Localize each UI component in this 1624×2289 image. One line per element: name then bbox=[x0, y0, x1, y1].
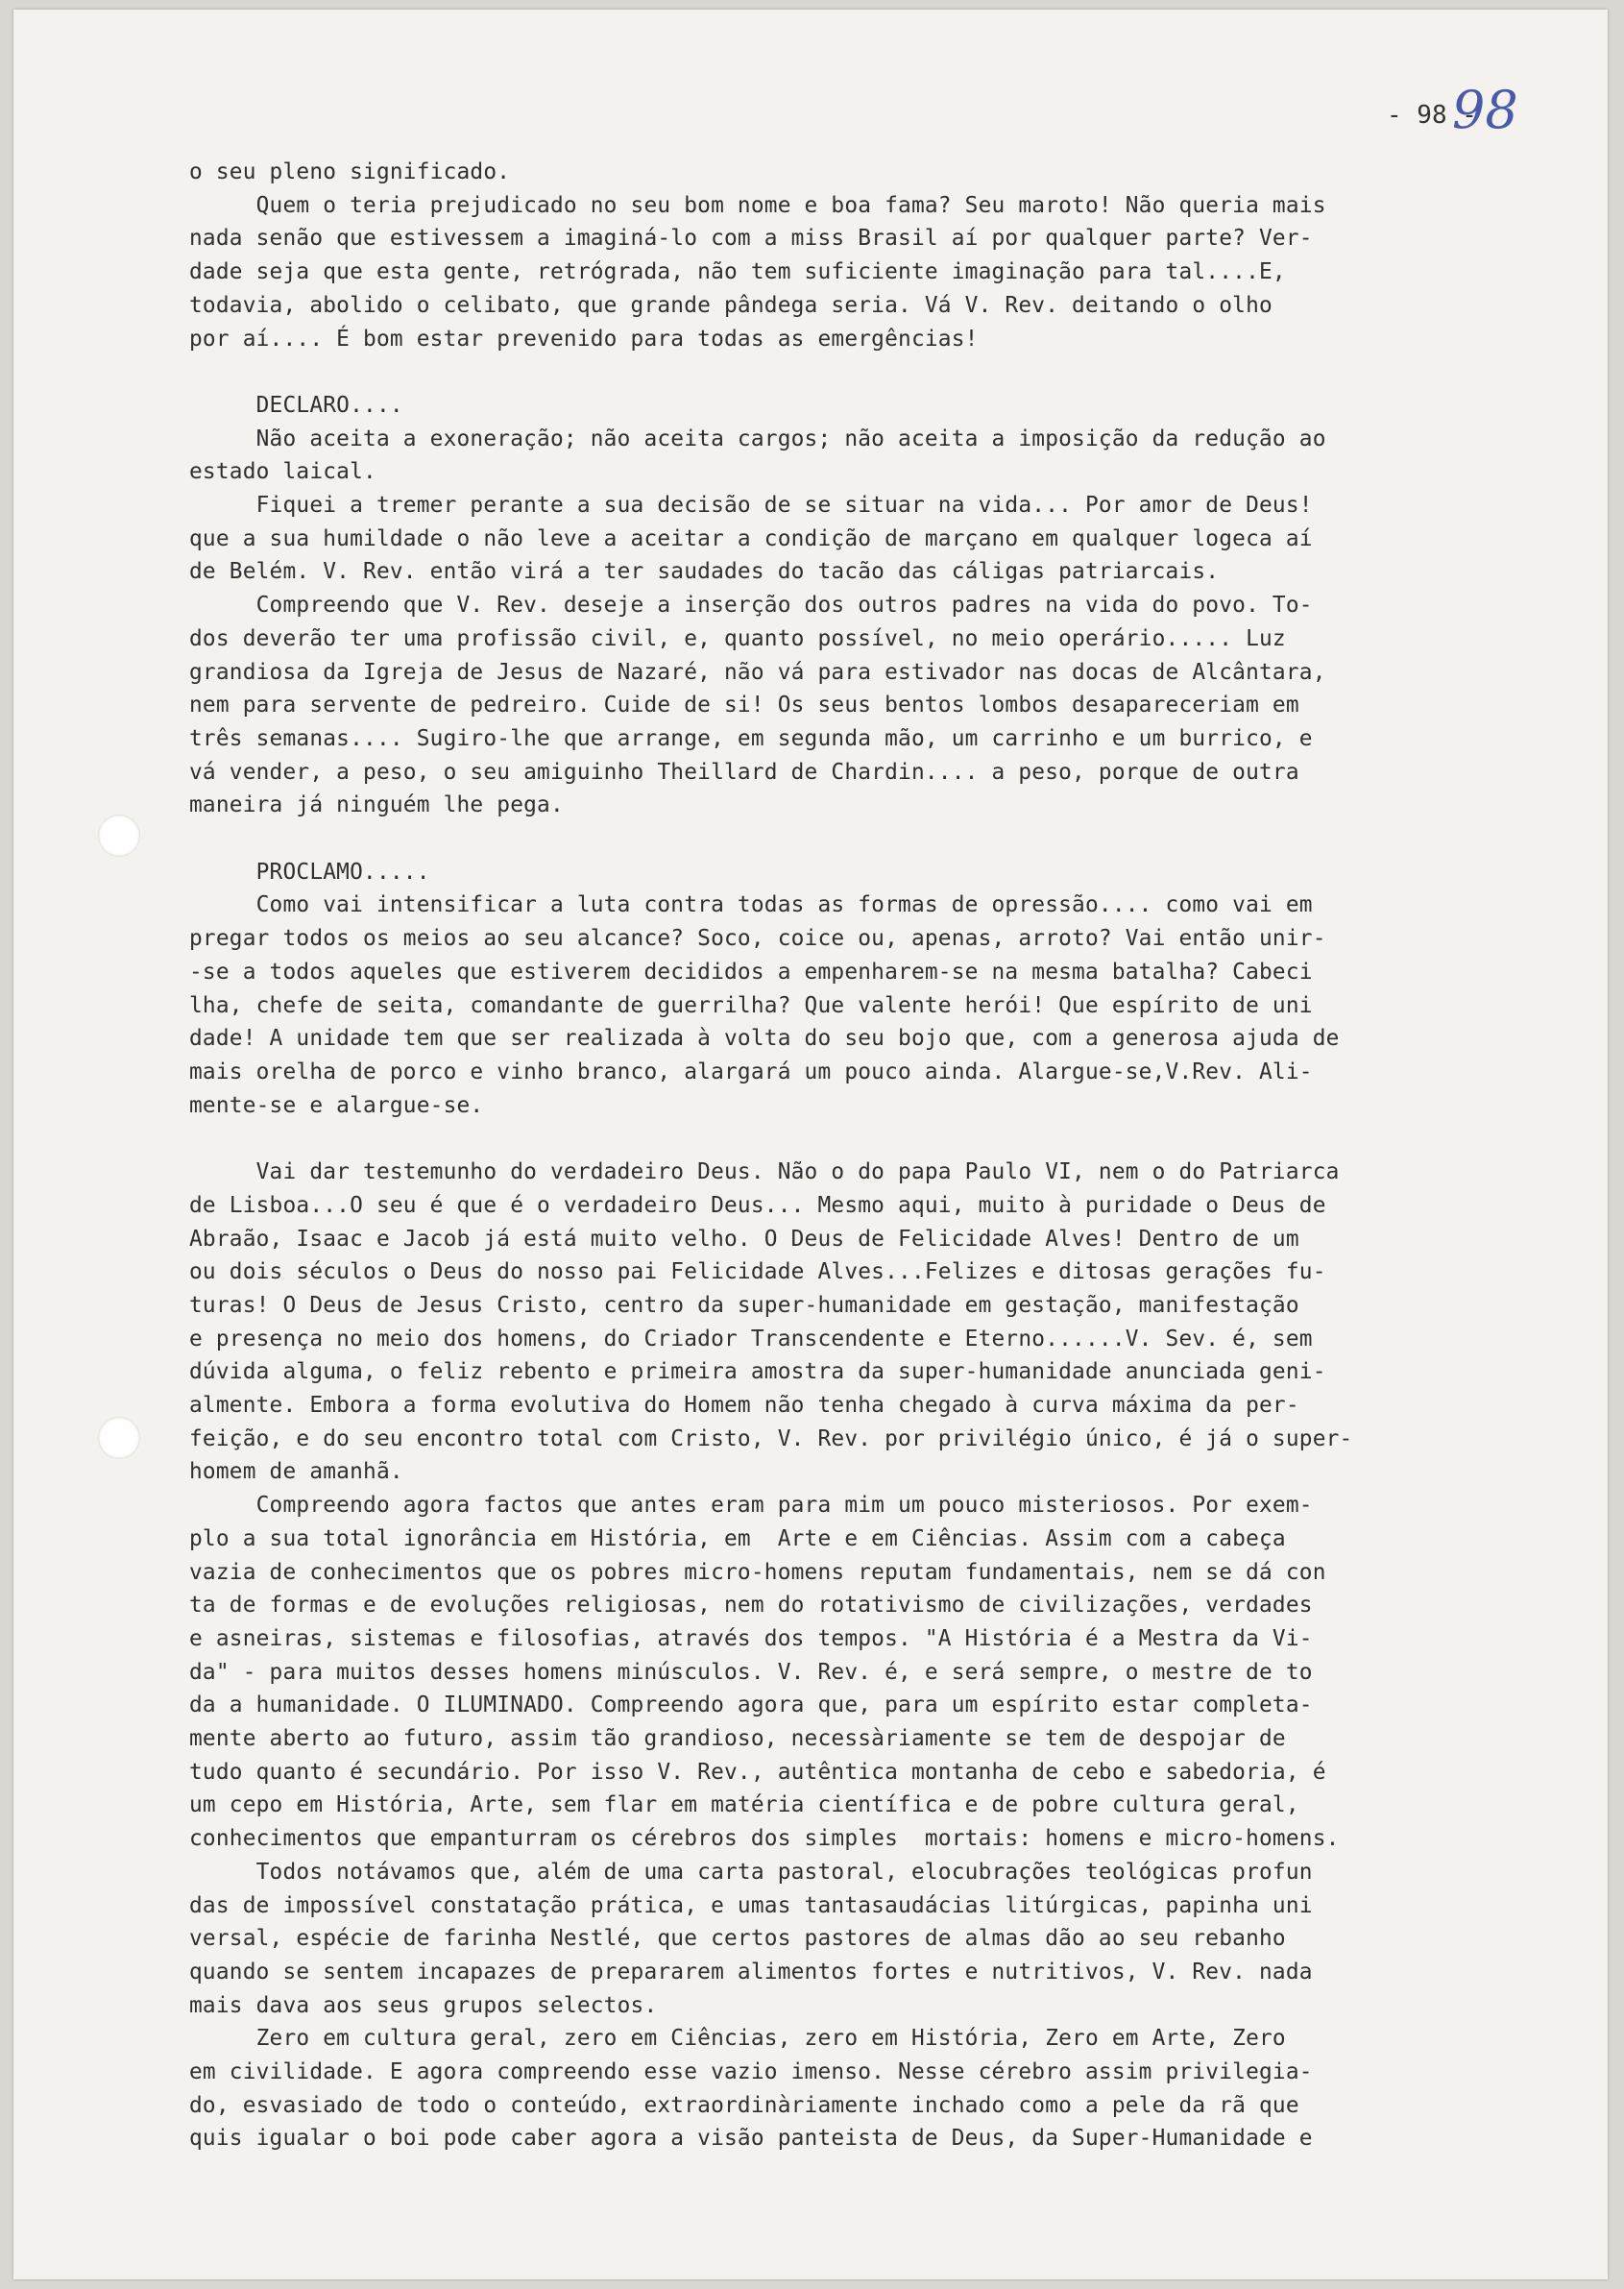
text-line: um cepo em História, Arte, sem flar em matéria científica e de pobre cultura geral, bbox=[189, 1792, 1299, 1818]
text-line: dade seja que esta gente, retrógrada, não tem suficiente imaginação para tal....E, bbox=[189, 259, 1286, 285]
page-number-typed: - 98 - bbox=[1387, 101, 1477, 130]
text-line: três semanas.... Sugiro-lhe que arrange, em segunda mão, um carrinho e um burrico, e bbox=[189, 725, 1313, 751]
text-line: plo a sua total ignorância em História, em Arte e em Ciências. Assim com a cabeça bbox=[189, 1525, 1286, 1551]
text-line: Como vai intensificar a luta contra todas as formas de opressão.... como vai em bbox=[189, 892, 1313, 918]
text-line: de Lisboa...O seu é que é o verdadeiro Deus... Mesmo aqui, muito à puridade o Deus de bbox=[189, 1192, 1326, 1218]
text-line: -se a todos aqueles que estiverem decididos a empenharem-se na mesma batalha? Cabeci bbox=[189, 959, 1313, 985]
text-line: mente-se e alargue-se. bbox=[189, 1092, 484, 1118]
text-line: mais orelha de porco e vinho branco, alargará um pouco ainda. Alargue-se,V.Rev. Ali- bbox=[189, 1059, 1313, 1084]
text-line: todavia, abolido o celibato, que grande pândega seria. Vá V. Rev. deitando o olho bbox=[189, 292, 1273, 318]
text-line: e asneiras, sistemas e filosofias, através dos tempos. "A História é a Mestra da Vi- bbox=[189, 1625, 1313, 1651]
text-line: das de impossível constatação prática, e umas tantasaudácias litúrgicas, papinha uni bbox=[189, 1892, 1313, 1918]
text-line: PROCLAMO..... bbox=[189, 859, 430, 885]
text-line: Compreendo agora factos que antes eram para mim um pouco misteriosos. Por exem- bbox=[189, 1493, 1313, 1519]
text-line: e presença no meio dos homens, do Criador Transcendente e Eterno......V. Sev. é, sem bbox=[189, 1326, 1313, 1351]
text-line: mente aberto ao futuro, assim tão grandioso, necessàriamente se tem de despojar de bbox=[189, 1726, 1286, 1752]
text-line: por aí.... É bom estar prevenido para todas as emergências! bbox=[189, 326, 979, 352]
text-line: feição, e do seu encontro total com Cristo, V. Rev. por privilégio único, é já o super- bbox=[189, 1425, 1353, 1451]
text-line: dade! A unidade tem que ser realizada à volta do seu bojo que, com a generosa ajuda de bbox=[189, 1026, 1340, 1052]
text-line: estado laical. bbox=[189, 459, 376, 485]
text-line: ta de formas e de evoluções religiosas, nem do rotativismo de civilizações, verdades bbox=[189, 1593, 1313, 1619]
text-line: almente. Embora a forma evolutiva do Homem não tenha chegado à curva máxima da per- bbox=[189, 1393, 1299, 1419]
text-line: da" - para muitos desses homens minúsculos. V. Rev. é, e será sempre, o mestre de to bbox=[189, 1659, 1313, 1685]
text-line: quando se sentem incapazes de prepararem alimentos fortes e nutritivos, V. Rev. nada bbox=[189, 1959, 1313, 1985]
text-line: Abraão, Isaac e Jacob já está muito velho. O Deus de Felicidade Alves! Dentro de um bbox=[189, 1226, 1299, 1252]
punch-hole bbox=[98, 1417, 140, 1459]
text-line: Vai dar testemunho do verdadeiro Deus. Não o do papa Paulo VI, nem o do Patriarca bbox=[189, 1159, 1340, 1185]
text-line: lha, chefe de seita, comandante de guerrilha? Que valente herói! Que espírito de uni bbox=[189, 992, 1313, 1018]
text-line: em civilidade. E agora compreendo esse vazio imenso. Nesse cérebro assim privilegia- bbox=[189, 2059, 1313, 2085]
text-line: dúvida alguma, o feliz rebento e primeira amostra da super-humanidade anunciada geni- bbox=[189, 1359, 1326, 1385]
text-line: mais dava aos seus grupos selectos. bbox=[189, 1992, 658, 2018]
text-line: tudo quanto é secundário. Por isso V. Rev., autêntica montanha de cebo e sabedoria, é bbox=[189, 1759, 1326, 1785]
text-line bbox=[189, 355, 1500, 389]
page-number bbox=[1387, 80, 1518, 140]
text-line: Todos notávamos que, além de uma carta pastoral, elocubrações teológicas profun bbox=[189, 1859, 1313, 1885]
typed-body-text bbox=[189, 156, 1500, 2155]
text-line: que a sua humildade o não leve a aceitar a condição de marçano em qualquer logeca aí bbox=[189, 525, 1313, 551]
text-line: vá vender, a peso, o seu amiguinho Theillard de Chardin.... a peso, porque de outra bbox=[189, 759, 1299, 785]
text-line: Zero em cultura geral, zero em Ciências, zero em História, Zero em Arte, Zero bbox=[189, 2026, 1286, 2052]
text-line bbox=[189, 1122, 1500, 1156]
text-line bbox=[189, 822, 1500, 856]
document-page bbox=[13, 10, 1608, 2279]
page-number-handwritten: 98 bbox=[1452, 80, 1518, 140]
text-line: dos deverão ter uma profissão civil, e, quanto possível, no meio operário..... Luz bbox=[189, 625, 1286, 651]
text-line: versal, espécie de farinha Nestlé, que certos pastores de almas dão ao seu rebanho bbox=[189, 1926, 1286, 1952]
text-line: Fiquei a tremer perante a sua decisão de se situar na vida... Por amor de Deus! bbox=[189, 493, 1313, 519]
text-line: Não aceita a exoneração; não aceita cargos; não aceita a imposição da redução ao bbox=[189, 426, 1326, 451]
text-line: o seu pleno significado. bbox=[189, 159, 511, 184]
text-line: quis igualar o boi pode caber agora a visão panteista de Deus, da Super-Humanidade e bbox=[189, 2126, 1313, 2152]
text-line: Compreendo que V. Rev. deseje a inserção dos outros padres na vida do povo. To- bbox=[189, 593, 1313, 619]
text-line: da a humanidade. O ILUMINADO. Compreendo agora que, para um espírito estar completa- bbox=[189, 1692, 1313, 1718]
text-line: conhecimentos que empanturram os cérebros dos simples mortais: homens e micro-homens. bbox=[189, 1826, 1340, 1852]
text-line: DECLARO.... bbox=[189, 392, 403, 418]
text-line: pregar todos os meios ao seu alcance? Soco, coice ou, apenas, arroto? Vai então unir- bbox=[189, 926, 1326, 952]
text-line: nada senão que estivessem a imaginá-lo com a miss Brasil aí por qualquer parte? Ver- bbox=[189, 226, 1313, 252]
text-line: maneira já ninguém lhe pega. bbox=[189, 792, 564, 818]
text-line: Quem o teria prejudicado no seu bom nome e boa fama? Seu maroto! Não queria mais bbox=[189, 192, 1326, 218]
punch-hole bbox=[98, 815, 140, 857]
text-line: grandiosa da Igreja de Jesus de Nazaré, não vá para estivador nas docas de Alcântara, bbox=[189, 659, 1326, 685]
text-line: de Belém. V. Rev. então virá a ter saudades do tacão das cáligas patriarcais. bbox=[189, 559, 1220, 585]
text-line: vazia de conhecimentos que os pobres micro-homens reputam fundamentais, nem se dá con bbox=[189, 1559, 1326, 1585]
text-line: do, esvasiado de todo o conteúdo, extraordinàriamente inchado como a pele da rã que bbox=[189, 2092, 1299, 2118]
text-line: ou dois séculos o Deus do nosso pai Felicidade Alves...Felizes e ditosas gerações fu- bbox=[189, 1259, 1326, 1285]
text-line: homem de amanhã. bbox=[189, 1459, 403, 1485]
text-line: nem para servente de pedreiro. Cuide de si! Os seus bentos lombos desapareceriam em bbox=[189, 693, 1299, 718]
text-line: turas! O Deus de Jesus Cristo, centro da super-humanidade em gestação, manifestação bbox=[189, 1292, 1299, 1318]
